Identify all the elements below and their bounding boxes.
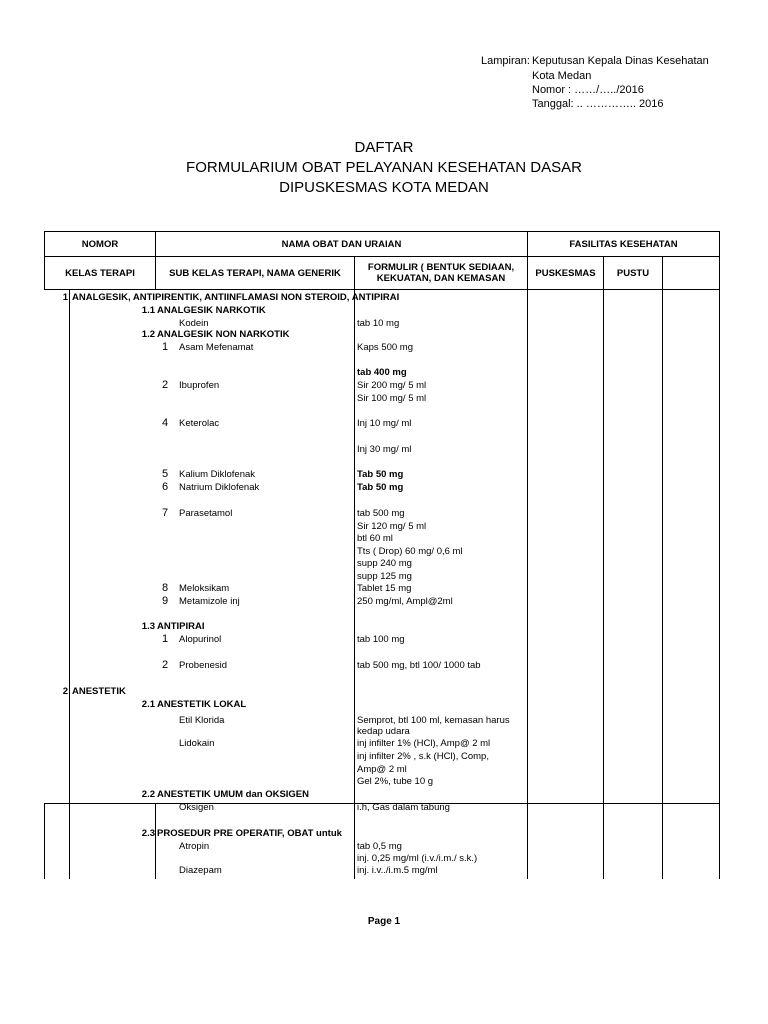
section-heading: ANESTETIK: [72, 686, 126, 697]
formulation: Semprot, btl 100 ml, kemasan harus: [357, 715, 510, 726]
attachment-line: Tanggal: .. ………….. 2016: [532, 98, 664, 110]
drug-name: Meloksikam: [179, 583, 230, 594]
drug-name: Kodein: [179, 318, 209, 329]
title-line-2: FORMULARIUM OBAT PELAYANAN KESEHATAN DASAR: [186, 159, 582, 176]
drug-name: Alopurinol: [179, 634, 222, 645]
formulation: Inj 30 mg/ ml: [357, 444, 412, 455]
section-heading: ANALGESIK, ANTIPIRENTIK, ANTIINFLAMASI NON STEROID, ANTIPIRAI: [72, 292, 400, 303]
drug-name: Kalium Diklofenak: [179, 469, 256, 480]
drug-name: Etil Klorida: [179, 715, 225, 726]
row-number: 1: [162, 633, 169, 645]
header-fasilitas: FASILITAS KESEHATAN: [569, 238, 678, 250]
header-kelas-terapi: KELAS TERAPI: [65, 267, 135, 279]
row-number: 2.3: [141, 828, 155, 839]
formulation: tab 500 mg, btl 100/ 1000 tab: [357, 660, 481, 671]
row-number: 2: [62, 686, 68, 697]
attachment-label: Lampiran:: [481, 55, 530, 67]
row-number: 5: [162, 468, 169, 480]
formulation: supp 240 mg: [357, 558, 412, 569]
formulation: 250 mg/ml, Ampl@2ml: [357, 596, 453, 607]
header-nama-obat: NAMA OBAT DAN URAIAN: [281, 238, 402, 250]
formulation: kedap udara: [357, 726, 410, 737]
formulation: Sir 100 mg/ 5 ml: [357, 393, 427, 404]
formulation: inj infilter 2% , s.k (HCl), Comp,: [357, 751, 489, 762]
row-number: 2: [162, 659, 169, 671]
drug-name: Atropin: [179, 841, 210, 852]
formulation: inj infilter 1% (HCl), Amp@ 2 ml: [357, 738, 491, 749]
row-number: 1: [62, 292, 68, 303]
formulation: Sir 200 mg/ 5 ml: [357, 380, 427, 391]
drug-name: Asam Mefenamat: [179, 342, 254, 353]
drug-name: Lidokain: [179, 738, 215, 749]
formulation: Kaps 500 mg: [357, 342, 413, 353]
row-number: 1: [162, 341, 169, 353]
header-formulir: FORMULIR ( BENTUK SEDIAAN, KEKUATAN, DAN KEMASAN: [367, 262, 515, 284]
drug-name: Diazepam: [179, 865, 222, 876]
formulation: Tts ( Drop) 60 mg/ 0,6 ml: [357, 546, 463, 557]
formulation: inj. i.v../i.m.5 mg/ml: [357, 865, 438, 876]
section-heading: ANESTETIK UMUM dan OKSIGEN: [157, 789, 310, 800]
formulation: Tablet 15 mg: [357, 583, 412, 594]
row-number: 7: [162, 507, 169, 519]
formulation: inj. 0,25 mg/ml (i.v./i.m./ s.k.): [357, 853, 478, 864]
title-line-1: DAFTAR: [354, 139, 414, 156]
drug-name: Ibuprofen: [179, 380, 220, 391]
formulation: tab 100 mg: [357, 634, 405, 645]
formulation: Amp@ 2 ml: [357, 764, 407, 775]
section-heading: ANESTETIK LOKAL: [157, 699, 247, 710]
row-number: 1.3: [141, 621, 155, 632]
section-heading: ANTIPIRAI: [157, 621, 205, 632]
row-number: 1.1: [141, 305, 155, 316]
section-heading: ANALGESIK NARKOTIK: [157, 305, 266, 316]
row-number: 2.2: [141, 789, 155, 800]
formulation: Inj 10 mg/ ml: [357, 418, 412, 429]
formulation: tab 0,5 mg: [357, 841, 402, 852]
title-line-3: DIPUSKESMAS KOTA MEDAN: [279, 179, 489, 196]
formulation: tab 500 mg: [357, 508, 405, 519]
formulation: Tab 50 mg: [357, 482, 404, 493]
formulation: Tab 50 mg: [357, 469, 404, 480]
row-number: 6: [162, 481, 169, 493]
drug-name: Natrium Diklofenak: [179, 482, 260, 493]
formulation: Gel 2%, tube 10 g: [357, 776, 434, 787]
drug-name: Keterolac: [179, 418, 220, 429]
header-puskesmas: PUSKESMAS: [535, 267, 596, 279]
section-heading: ANALGESIK NON NARKOTIK: [157, 329, 290, 340]
formulation: i.h, Gas dalam tabung: [357, 802, 450, 813]
page-number: Page 1: [367, 916, 401, 927]
row-number: 8: [162, 582, 169, 594]
drug-name: Oksigen: [179, 802, 214, 813]
drug-name: Probenesid: [179, 660, 228, 671]
formulation: Sir 120 mg/ 5 ml: [357, 521, 427, 532]
header-nomor: NOMOR: [81, 238, 119, 250]
row-number: 9: [162, 595, 169, 607]
formulation: btl 60 ml: [357, 533, 393, 544]
attachment-line: Nomor : ……/…../2016: [532, 84, 644, 96]
drug-name: Parasetamol: [179, 508, 233, 519]
formulation: tab 10 mg: [357, 318, 400, 329]
section-heading: PROSEDUR PRE OPERATIF, OBAT untuk: [157, 828, 342, 839]
row-number: 2.1: [141, 699, 155, 710]
drug-name: Metamizole inj: [179, 596, 240, 607]
row-number: 1.2: [141, 329, 155, 340]
header-sub-kelas: SUB KELAS TERAPI, NAMA GENERIK: [169, 267, 341, 279]
attachment-line: Kota Medan: [532, 70, 592, 82]
header-pustu: PUSTU: [616, 267, 650, 279]
row-number: 2: [162, 379, 169, 391]
formulation: supp 125 mg: [357, 571, 412, 582]
row-number: 4: [162, 417, 169, 429]
attachment-line: Keputusan Kepala Dinas Kesehatan: [532, 55, 709, 67]
formulation: tab 400 mg: [357, 367, 407, 378]
